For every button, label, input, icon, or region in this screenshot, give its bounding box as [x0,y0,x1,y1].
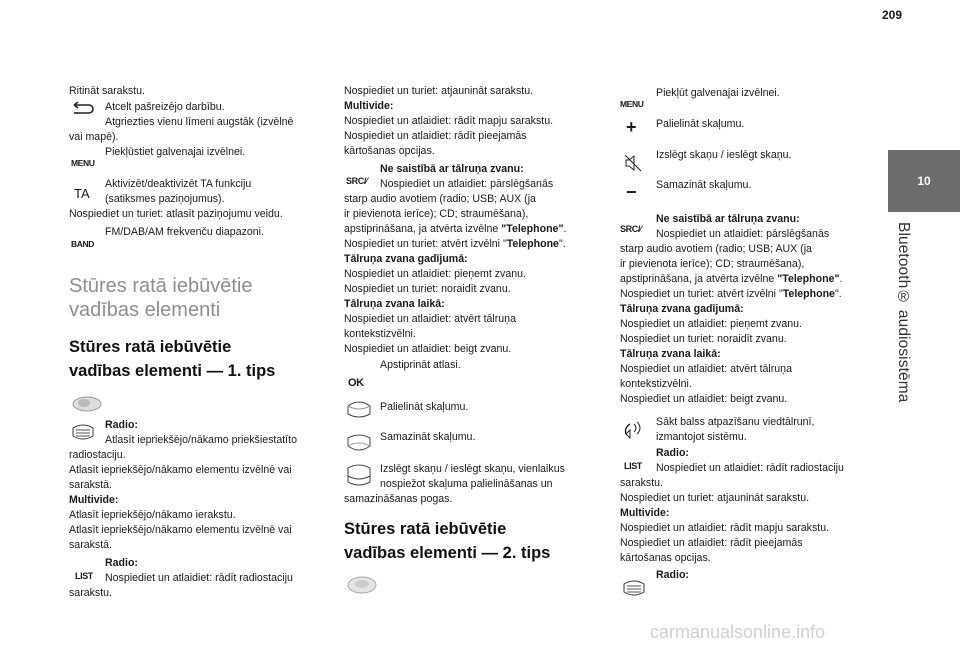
text-line: Piekļūt galvenajai izvēlnei. [656,87,780,99]
text-line: Ne saistībā ar tālruņa zvanu: [380,163,524,175]
steering-control-icon [71,394,103,414]
text-line: Nospiediet un atlaidiet: beigt zvanu. [620,393,788,405]
label-radio: Radio: [105,419,138,431]
text-line: Nospiediet un atlaidiet: rādīt pieejamās [620,537,803,549]
text-line: Izslēgt skaņu / ieslēgt skaņu, vienlaikus [380,463,565,475]
text-line: Nospiediet un atlaidiet: pārslēgšanās [380,178,554,190]
text-line: Nospiediet un atlaidiet: rādīt radiostaciju [105,572,293,584]
text-line: Atlasīt iepriekšējo/nākamo elementu izvēlnē vai [69,524,292,536]
subsection-heading: Stūres ratā iebūvētie [344,520,507,538]
subsection-heading: Stūres ratā iebūvētie [69,338,232,356]
plus-icon: + [626,117,637,137]
watermark: carmanualsonline.info [650,622,826,642]
label-multimedia: Multivide: [344,100,394,112]
text-line: Nospiediet un turiet: noraidīt zvanu. [620,333,787,345]
text-line: sarakstu. [69,587,112,599]
text-line: Sākt balss atpazīšanu viedtālrunī, [656,416,815,428]
ok-icon: OK [348,377,364,389]
src-icon: SRC/⁄ [346,176,368,186]
text-line: Nospiediet un turiet: atvērt izvēlni "Telephone". [620,288,842,300]
text-line: Atcelt pašreizējo darbību. [105,101,225,113]
menu-icon: MENU [71,158,95,168]
text-line: Nospiediet un atlaidiet: atvērt tālruņa [620,363,792,375]
text-line: Palielināt skaļumu. [656,118,745,130]
text-line: kontekstizvēlni. [344,328,416,340]
text-line: Atlasīt iepriekšējo/nākamo priekšiestatīto [105,434,297,446]
label-multimedia: Multivide: [620,507,670,519]
text-line: Nospiediet un turiet: atvērt izvēlni "Telephone". [344,238,566,250]
text-line: apstiprināšana, ja atvērta izvēlne "Telephone". [620,273,843,285]
label-radio: Radio: [656,569,689,581]
band-icon: BAND [71,239,94,249]
text-line: apstiprināšana, ja atvērta izvēlne "Telephone". [344,223,567,235]
text-line: ir pievienota ierīce); CD; straumēšana), [620,258,805,270]
text-line: Nospiediet un atlaidiet: pārslēgšanās [656,228,830,240]
volume-down-icon [346,432,372,454]
mute-icon [624,154,642,172]
label-radio: Radio: [105,557,138,569]
back-arrow-icon [71,101,95,119]
ta-icon: TA [74,186,90,201]
text-line: sarakstā. [69,479,112,491]
text-line: starp audio avotiem (radio; USB; AUX (ja [620,243,812,255]
text-line: Nospiediet un atlaidiet: beigt zvanu. [344,343,512,355]
section-heading: vadības elementi [69,299,221,321]
text-line: Nospiediet un atlaidiet: pieņemt zvanu. [344,268,526,280]
subsection-heading: vadības elementi — 1. tips [69,362,276,380]
text-line: Nospiediet un atlaidiet: pieņemt zvanu. [620,318,802,330]
scroll-wheel-icon [71,422,95,442]
text-line: Atlasīt iepriekšējo/nākamo elementu izvēlnē vai [69,464,292,476]
chapter-title: Bluetooth® audiosistēma [895,222,912,403]
text-line: kārtošanas opcijas. [344,145,435,157]
mute-buttons-icon [346,464,372,488]
text-line: Tālruņa zvana gadījumā: [620,303,744,315]
text-line: starp audio avotiem (radio; USB; AUX (ja [344,193,536,205]
text-line: Tālruņa zvana laikā: [344,298,445,310]
text-line: Atlasīt iepriekšējo/nākamo ierakstu. [69,509,236,521]
text-line: (satiksmes paziņojumus). [105,193,225,205]
text-line: vai mapē). [69,131,119,143]
text-line: Atgriezties vienu līmeni augstāk (izvēlnē [105,116,294,128]
text-line: Apstiprināt atlasi. [380,359,461,371]
text-line: Palielināt skaļumu. [380,401,469,413]
text-line: Nospiediet un turiet: atjaunināt sarakstu. [344,85,534,97]
chapter-tab [888,150,960,212]
label-multimedia: Multivide: [69,494,119,506]
text-line: Nospiediet un turiet: noraidīt zvanu. [344,283,511,295]
text-line: Nospiediet un turiet: atjaunināt sarakstu. [620,492,810,504]
text-line: Nospiediet un turiet: atlasīt paziņojumu veidu. [69,208,283,220]
text-line: Nospiediet un atlaidiet: rādīt mapju sarakstu. [344,115,554,127]
chapter-number: 10 [917,174,931,188]
voice-command-icon [622,420,644,440]
text-line: Nospiediet un atlaidiet: rādīt radiostaciju [656,462,844,474]
text-line: Izslēgt skaņu / ieslēgt skaņu. [656,149,792,161]
menu-icon: MENU [620,99,644,109]
minus-icon: − [626,182,637,202]
text-line: Samazināt skaļumu. [656,179,752,191]
scroll-wheel-icon [622,578,646,598]
text-line: Nospiediet un atlaidiet: rādīt mapju sarakstu. [620,522,830,534]
text-line: ir pievienota ierīce); CD; straumēšana), [344,208,529,220]
text-line: nospiežot skaļuma palielināšanas un [380,478,553,490]
text-line: sarakstā. [69,539,112,551]
text-line: samazināšanas pogas. [344,493,453,505]
text-line: Tālruņa zvana laikā: [620,348,721,360]
list-icon: LIST [624,461,642,471]
section-heading: Stūres ratā iebūvētie [69,275,253,297]
text-line: Ne saistībā ar tālruņa zvanu: [656,213,800,225]
subsection-heading: vadības elementi — 2. tips [344,544,551,562]
text-line: kārtošanas opcijas. [620,552,711,564]
label-radio: Radio: [656,447,689,459]
list-icon: LIST [75,571,93,581]
text-line: Tālruņa zvana gadījumā: [344,253,468,265]
text-line: kontekstizvēlni. [620,378,692,390]
text-line: FM/DAB/AM frekvenču diapazoni. [105,226,264,238]
text-line: Nospiediet un atlaidiet: atvērt tālruņa [344,313,516,325]
text-line: Piekļūstiet galvenajai izvēlnei. [105,146,246,158]
text-line: Aktivizēt/deaktivizēt TA funkciju [105,178,252,190]
volume-up-icon [346,398,372,420]
text-line: Ritināt sarakstu. [69,85,145,97]
text-line: Samazināt skaļumu. [380,431,476,443]
text-line: radiostaciju. [69,449,126,461]
text-line: izmantojot sistēmu. [656,431,747,443]
src-icon: SRC/⁄ [620,224,642,234]
text-line: sarakstu. [620,477,663,489]
steering-control-icon [346,574,378,596]
page-number: 209 [882,8,903,22]
text-line: Nospiediet un atlaidiet: rādīt pieejamās [344,130,527,142]
